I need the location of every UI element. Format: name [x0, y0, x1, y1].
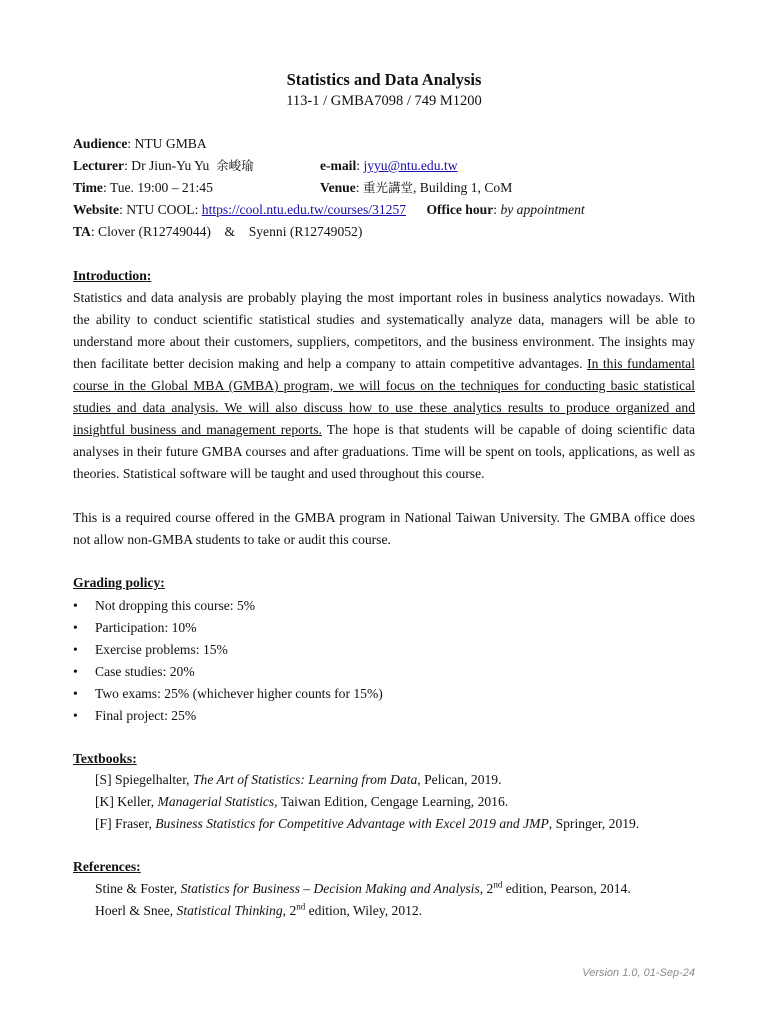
- list-item: • Final project: 25%: [73, 708, 197, 723]
- lecturer-line: [73, 157, 254, 175]
- time-line: [73, 179, 213, 197]
- audience-line: [73, 135, 207, 153]
- ta-value: : Clover (R12749044) & Syenni (R12749052): [90, 224, 363, 239]
- website-line: Website: NTU COOL: https://cool.ntu.edu.tw/courses/31257 Office hour: by appointment: [73, 202, 585, 217]
- website-label: Website: [73, 202, 120, 217]
- lecturer-value: : Dr Jiun-Yu Yu: [124, 158, 210, 173]
- introduction-paragraph: Statistics and data analysis are probably playing the most important roles in business analytics nowadays. With the ability to conduct scientific statistical studies and systematically analyze data, managers will be able to understand more about their customers, suppliers, competitors, and the business environment. The insights may then facilitate better decision making and help a company to attain competitive advantages. In this fundamental course in the Global MBA (GMBA) program, we will focus on the techniques for conducting basic statistical studies and data analysis. We will also discuss how to use these analytics results to produce organized and insightful business and management reports. The hope is that students will be capable of doing scientific data analyses in their future GMBA courses and after graduations. Time will be spent on tools, applications, as well as theories. Statistical software will be taught and used throughout this course.: [73, 290, 695, 481]
- grading-heading: Grading policy:: [73, 575, 165, 590]
- list-item: • Exercise problems: 15%: [73, 642, 228, 657]
- audience-value: : NTU GMBA: [127, 136, 207, 151]
- email-line: e-mail: jyyu@ntu.edu.tw: [320, 158, 458, 173]
- venue-line: Venue: 重光講堂, Building 1, CoM: [320, 180, 513, 195]
- venue-label: Venue: [320, 180, 356, 195]
- venue-value: , Building 1, CoM: [412, 180, 513, 195]
- lecturer-chinese-name: 余峻瑜: [216, 158, 254, 173]
- introduction-heading: Introduction:: [73, 268, 152, 283]
- website-link[interactable]: https://cool.ntu.edu.tw/courses/31257: [201, 202, 407, 217]
- textbook-item: [F] Fraser, Business Statistics for Competitive Advantage with Excel 2019 and JMP, Springer, 2019.: [95, 816, 640, 831]
- course-focus-statement: In this fundamental course in the Global MBA (GMBA) program, we will focus on the techniques for conducting basic statistical studies and data analysis. We will also discuss how to use these analytics results to produce organized and insightful business and management reports.: [73, 356, 695, 437]
- venue-chinese-name: 重光講堂: [362, 180, 413, 195]
- list-item: • Two exams: 25% (whichever higher counts for 15%): [73, 686, 383, 701]
- list-item: • Case studies: 20%: [73, 664, 195, 679]
- textbooks-heading: Textbooks:: [73, 751, 137, 766]
- ta-line: [73, 223, 362, 241]
- office-hour-value: by appointment: [500, 202, 585, 217]
- textbook-item: [S] Spiegelhalter, The Art of Statistics: Learning from Data, Pelican, 2019.: [95, 772, 502, 787]
- enrollment-notice: This is a required course offered in the GMBA program in National Taiwan University. The GMBA office does not allow non-GMBA students to take or audit this course.: [73, 510, 695, 547]
- grading-list: [73, 595, 383, 727]
- course-code: 113-1 / GMBA7098 / 749 M1200: [286, 93, 482, 109]
- list-item: • Participation: 10%: [73, 620, 197, 635]
- email-label: e-mail: [320, 158, 357, 173]
- time-value: : Tue. 19:00 – 21:45: [102, 180, 213, 195]
- list-item: • Not dropping this course: 5%: [73, 598, 256, 613]
- document-title: Statistics and Data Analysis: [286, 70, 482, 89]
- office-hour-label: Office hour: [426, 202, 494, 217]
- lecturer-label: Lecturer: [73, 158, 125, 173]
- audience-label: Audience: [73, 136, 128, 151]
- reference-item: Stine & Foster, Statistics for Business – Decision Making and Analysis, 2nd edition, Pearson, 2014.: [95, 879, 631, 896]
- reference-item: Hoerl & Snee, Statistical Thinking, 2nd edition, Wiley, 2012.: [95, 901, 423, 918]
- version-footer: Version 1.0, 01-Sep-24: [582, 967, 695, 979]
- time-label: Time: [73, 180, 103, 195]
- email-link[interactable]: jyyu@ntu.edu.tw: [363, 158, 458, 173]
- textbook-item: [K] Keller, Managerial Statistics, Taiwan Edition, Cengage Learning, 2016.: [95, 794, 509, 809]
- ta-label: TA: [73, 224, 91, 239]
- references-heading: References:: [73, 859, 141, 874]
